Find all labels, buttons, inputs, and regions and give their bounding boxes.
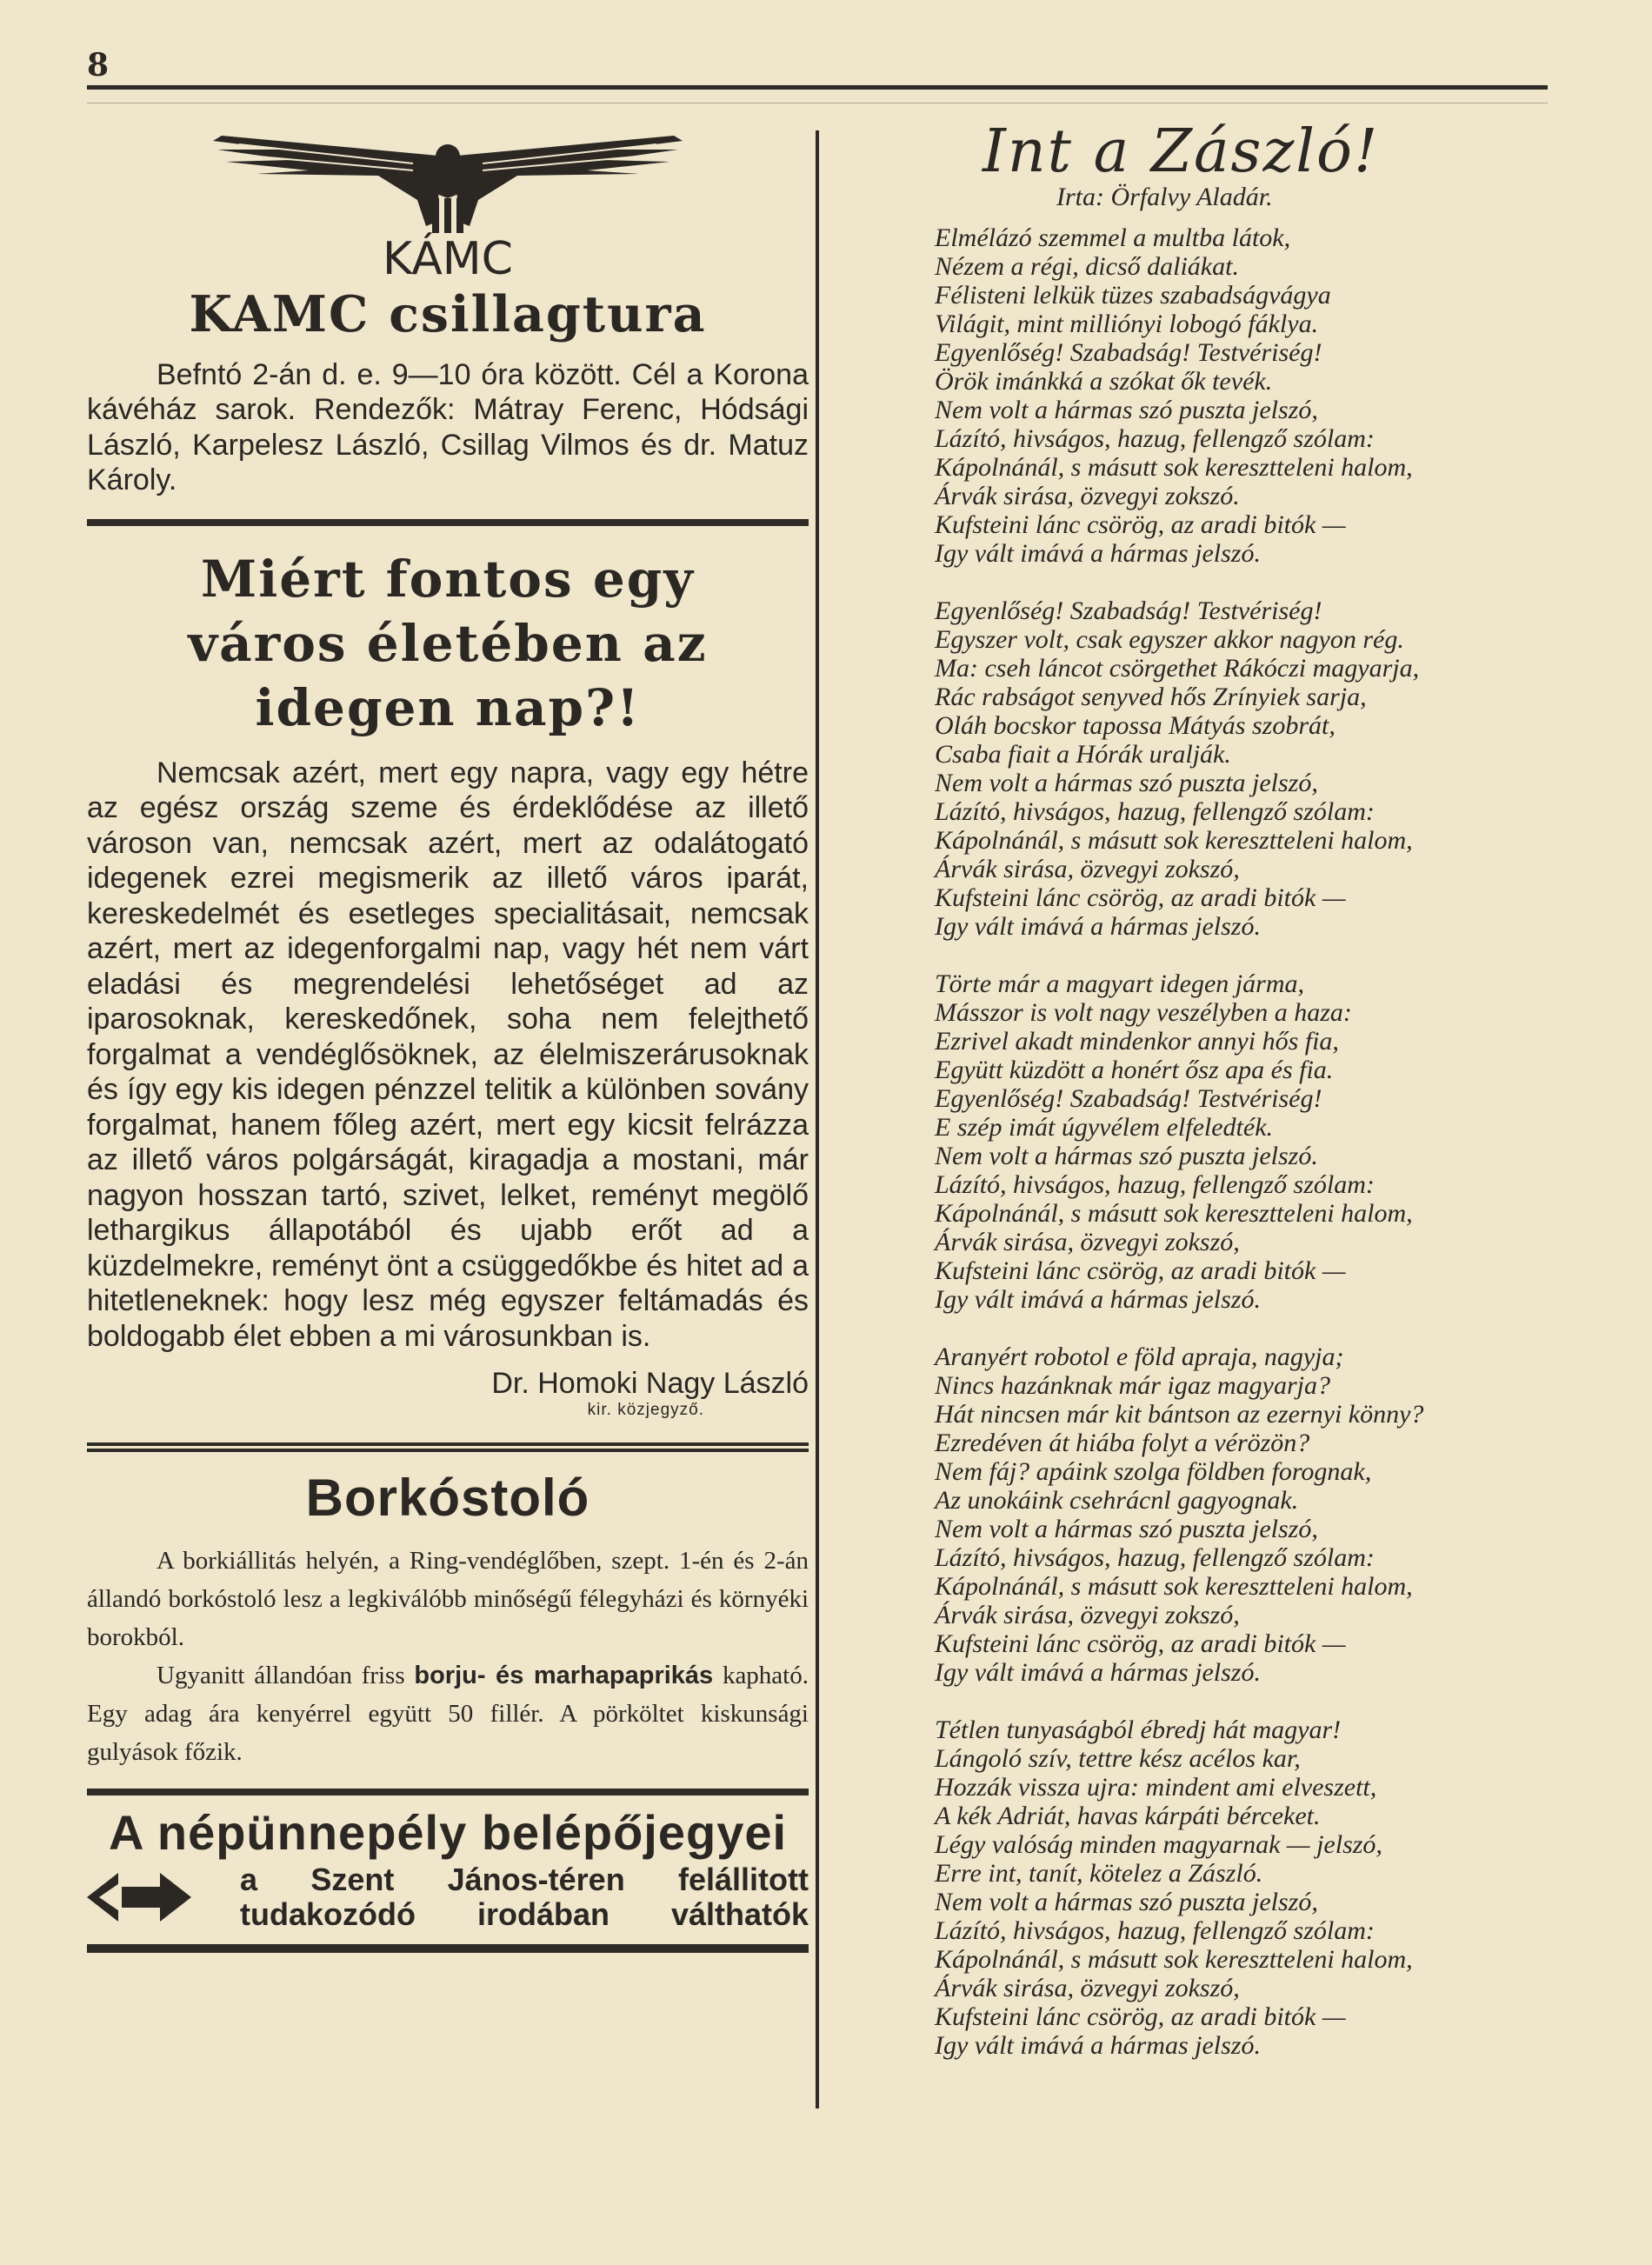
poem-stanza [935,596,1561,941]
poem-line: Kufsteini lánc csörög, az aradi bitók — [935,883,1346,912]
kamc-text: Befntó 2-án d. e. 9—10 óra között. Cél a Korona kávéház sarok. Rendezők: Mátray Ferenc, Hódsági László, Karpelesz László, Csillag Vilmos és dr. Matuz Károly. [87,357,809,497]
poem-line: Nem fáj? apáink szolga földben forognak, [935,1457,1372,1486]
poem-line: Egyenlőség! Szabadság! Testvériség! [935,338,1322,367]
poem-line: Lángoló szív, tettre kész acélos kar, [935,1744,1301,1773]
miert-author-title: kir. közjegyző. [587,1401,704,1420]
poem-line: Rác rabságot senyved hős Zrínyiek sarja, [935,683,1367,711]
poem-line: Igy vált imává a hármas jelszó. [935,1658,1261,1687]
poem-line: Lázító, hivságos, hazug, fellengző szólam: [935,1543,1375,1572]
poem-line: Nem volt a hármas szó puszta jelszó, [935,769,1318,797]
poem-line: E szép imát úgyvélem elfeledték. [935,1113,1274,1142]
poem-stanza [935,1715,1561,2060]
poem-line: Csaba fiait a Hórák uralják. [935,740,1231,769]
poem-line: Hozzák vissza ujra: mindent ami elveszett, [935,1773,1377,1802]
miert-title-line-2: város életében az [188,613,708,673]
poem-line: Árvák sirása, özvegyi zokszó, [935,1228,1240,1256]
kamc-logo-text: KÁMC [383,233,513,283]
poem-line: Törte már a magyart idegen járma, [935,969,1304,998]
poem-line: Árvák sirása, özvegyi zokszó, [935,855,1240,883]
poem-line: Aranyért robotol e föld apraja, nagyja; [935,1342,1344,1371]
poem-line: Kufsteini lánc csörög, az aradi bitók — [935,1256,1346,1285]
poem-line: Kufsteini lánc csörög, az aradi bitók — [935,1629,1346,1658]
poem-line: Kápolnánál, s másutt sok keresztteleni halom, [935,453,1413,482]
poem-line: Nincs hazánknak már igaz magyarja? [935,1371,1330,1400]
poem-line: Nem volt a hármas szó puszta jelszó, [935,1515,1318,1543]
poem-author: Irta: Örfalvy Aladár. [1056,183,1273,211]
poem-line: Nem volt a hármas szó puszta jelszó, [935,396,1318,424]
poem-line: Lázító, hivságos, hazug, fellengző szólam: [935,1170,1375,1199]
bork-text-2-start: Ugyanitt állandóan friss [157,1662,415,1690]
poem-line: Kápolnánál, s másutt sok keresztteleni halom, [935,1199,1413,1228]
poem-line: Igy vált imává a hármas jelszó. [935,2031,1261,2060]
bork-text-2 [87,1656,809,1771]
poem-line: Nem volt a hármas szó puszta jelszó, [935,1888,1318,1916]
poem-line: Hát nincsen már kit bántson az ezernyi könny? [935,1400,1424,1429]
top-rule [87,85,1548,90]
poem-line: Ezredéven át hiába folyt a vérözön? [935,1429,1310,1457]
nep-line-2: tudakozódó irodában válthatók [240,1896,809,1933]
double-arrow-icon [87,1871,191,1923]
miert-title [87,547,809,740]
poem-line: Az unokáink csehrácnl gagyognak. [935,1486,1299,1515]
poem-line: Tétlen tunyaságból ébredj hát magyar! [935,1715,1342,1744]
bork-title: Borkóstoló [305,1469,590,1528]
page-number: 8 [87,47,110,83]
poem-line: Kápolnánál, s másutt sok keresztteleni halom, [935,1945,1413,1974]
poem-stanza [935,223,1561,568]
poem-line: Kufsteini lánc csörög, az aradi bitók — [935,2002,1346,2031]
poem-line: Árvák sirása, özvegyi zokszó, [935,1601,1240,1629]
miert-text: Nemcsak azért, mert egy napra, vagy egy hétre az egész ország szeme és érdeklődése az illető városon van, nemcsak azért, mert az odalátogató idegenek ezrei megismerik az illető város iparát, kereskedelmét és esetleges specialitásait, nemcsak azért, mert az idegenforgalmi nap, vagy hét nem várt eladási és megrendelési lehetőséget ad az iparosoknak, kereskedőnek, soha nem felejthető forgalmat a vendéglősöknek, az élelmiszerárusoknak és így egy kis idegen pénzzel telitik a különben sovány forgalmat, hanem főleg azért, mert egy kicsit felrázza az illető város polgárságát, kiragadja a mostani, már nagyon hosszan tartó, szivet, lelket, reményt megölő lethargikus állapotából és ujabb erőt ad a küzdelmekre, reményt önt a csüggedőkbe és hitet ad a hitetleneknek: hogy lesz még egyszer feltámadás és boldogabb élet ebben a mi városunkban is. [87,756,809,1353]
poem-line: Ezrivel akadt mindenkor annyi hős fia, [935,1027,1339,1056]
nep-lines [240,1862,809,1932]
poem-line: Oláh bocskor tapossa Mátyás szobrát, [935,711,1336,740]
poem-line: Kufsteini lánc csörög, az aradi bitók — [935,510,1346,539]
kamc-title: KAMC csillagtura [189,285,707,343]
poem-line: Lázító, hivságos, hazug, fellengző szólam: [935,797,1375,826]
poem-line: Egyenlőség! Szabadság! Testvériség! [935,1084,1322,1113]
miert-title-line-1: Miért fontos egy [201,549,695,609]
poem-line: Légy valóság minden magyarnak — jelszó, [935,1830,1382,1859]
section-rule-double [87,1442,809,1452]
poem-line: Kápolnánál, s másutt sok keresztteleni halom, [935,826,1413,855]
miert-author: Dr. Homoki Nagy László [491,1367,809,1401]
poem-line: Igy vált imává a hármas jelszó. [935,912,1261,941]
nep-title: A népünnepély belépőjegyei [108,1805,788,1861]
poem-line: Egyenlőség! Szabadság! Testvériség! [935,596,1322,625]
poem-line: Árvák sirása, özvegyi zokszó, [935,1974,1240,2002]
bork-text-1: A borkiállitás helyén, a Ring-vendéglőben, szept. 1-én és 2-án állandó borkóstoló lesz a legkiválóbb minőségű félegyházi és környéki borokból. [87,1547,809,1652]
poem-stanza [935,969,1561,1314]
poem-line: Nem volt a hármas szó puszta jelszó. [935,1142,1318,1170]
poem-line: Igy vált imává a hármas jelszó. [935,1285,1261,1314]
right-column [935,117,1561,2088]
poem-line: Együtt küzdött a honért ősz apa és fia. [935,1056,1334,1084]
poem-line: A kék Adriát, havas kárpáti bérceket. [935,1802,1321,1830]
poem-line: Erre int, tanít, kötelez a Zászló. [935,1859,1263,1888]
nep-row [87,1862,809,1932]
poem-line: Egyszer volt, csak egyszer akkor nagyon rég. [935,625,1404,654]
poem-line: Elmélázó szemmel a multba látok, [935,223,1291,252]
poem-title: Int a Zászló! [983,117,1380,186]
section-rule [87,519,809,526]
bork-text-2-bold: borju- és marhapaprikás [414,1662,714,1690]
poem-line: Ma: cseh láncot csörgethet Rákóczi magyarja, [935,654,1420,683]
section-rule [87,1789,809,1795]
kamc-eagle-logo [204,130,691,283]
left-column [87,130,809,1953]
column-divider [816,130,819,2108]
poem-line: Lázító, hivságos, hazug, fellengző szólam: [935,1916,1375,1945]
poem-line: Félisteni lelkük tüzes szabadságvágya [935,281,1331,310]
bottom-rule [87,1944,809,1953]
miert-title-line-3: idegen nap?! [255,677,641,737]
bork-text-2-end: kapható. Egy adag ára kenyérrel együtt 50 fillér. A pörköltet kiskunsági gulyások főzik. [87,1662,809,1767]
poem-line: Kápolnánál, s másutt sok keresztteleni halom, [935,1572,1413,1601]
poem-line: Igy vált imává a hármas jelszó. [935,539,1261,568]
nep-line-1: a Szent János-téren felállitott [240,1862,809,1898]
poem-line: Örök imánkká a szókat ők tevék. [935,367,1273,396]
poem-line: Árvák sirása, özvegyi zokszó. [935,482,1240,510]
poem-line: Nézem a régi, dicső daliákat. [935,252,1239,281]
poem-stanzas [935,223,1561,2060]
poem-line: Lázító, hivságos, hazug, fellengző szólam: [935,424,1375,453]
poem-stanza [935,1342,1561,1687]
poem-line: Világit, mint milliónyi lobogó fáklya. [935,310,1319,338]
poem-line: Másszor is volt nagy veszélyben a haza: [935,998,1352,1027]
